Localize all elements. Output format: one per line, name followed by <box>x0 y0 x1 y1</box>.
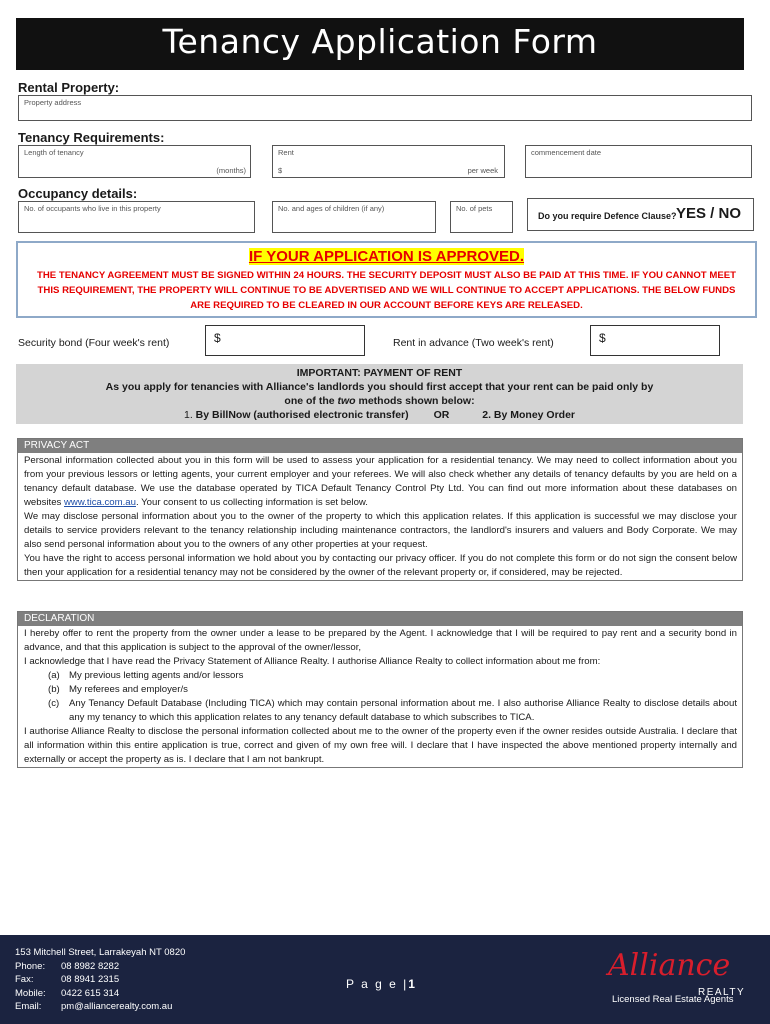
occupancy-heading: Occupancy details: <box>18 186 138 201</box>
email-row: Email: pm@alliancerealty.com.au <box>15 1001 173 1012</box>
payment-or: OR <box>433 409 450 421</box>
defence-clause-options[interactable]: YES / NO <box>676 205 742 222</box>
declaration-item-c: (c) Any Tenancy Default Database (Including TICA) which may contain personal information about me. I also authorise Alliance Realty to disclose details about any my tenancy to which this application relates to any tenancy default database to which subscribes to TICA. <box>48 698 737 723</box>
approval-notice-title: IF YOUR APPLICATION IS APPROVED. <box>248 248 525 265</box>
alliance-realty-logo <box>600 941 750 1001</box>
payment-heading: IMPORTANT: PAYMENT OF RENT <box>296 367 463 379</box>
commencement-date-field[interactable] <box>525 145 752 178</box>
privacy-paragraph-2: We may disclose personal information about you to the owner of the property to which this application relates. If this application is successful we may disclose your details to service providers relevant to the tenancy relationship including maintenance contractors, the landlord's insurers and valuers and Body Corporate. We may also send personal information about you to the owners of any other properties at your request. <box>24 511 737 550</box>
privacy-act-heading: PRIVACY ACT <box>18 439 742 453</box>
months-suffix: (months) <box>216 166 246 175</box>
approval-notice <box>16 241 757 318</box>
declaration-item-b: (b) My referees and employer/s <box>48 684 188 695</box>
per-week-suffix: per week <box>467 166 498 175</box>
rent-in-advance-field[interactable] <box>590 325 720 356</box>
rent-dollar-prefix: $ <box>278 166 283 175</box>
pets-field[interactable] <box>450 201 513 233</box>
fax-row: Fax: 08 8941 2315 <box>15 974 120 985</box>
privacy-act-text <box>18 453 742 580</box>
privacy-paragraph-1: Personal information collected about you in this form will be used to assess your application for a residential tenancy. We may need to collect information about you from your previous lessors or letting agents, your current employer and your referees. We will also check whether any details of tenancy defaults by you are held on a tenancy default database. We use the database operated by TICA Default Tenancy Control Pty Ltd. You can find out more information about these databases on websites www.tica.com.au. Your consent to us collecting information is set below. <box>24 455 737 508</box>
security-bond-dollar: $ <box>214 331 221 345</box>
length-of-tenancy-label: Length of tenancy <box>24 148 84 157</box>
declaration-paragraph-3: I authorise Alliance Realty to disclose the personal information collected about me to the owner of the property even if the owner resides outside Australia. I declare that all information within this entire application is true, correct and given of my own free will. I declare that I have inspected the above mentioned property internally and externally or accept the property as is. I declare that I am not bankrupt. <box>24 726 737 765</box>
rent-in-advance-dollar: $ <box>599 331 606 345</box>
property-address-label: Property address <box>24 98 82 107</box>
method-1: By BillNow (authorised electronic transfer) <box>195 409 409 421</box>
defence-clause-question: Do you require Defence Clause? <box>538 211 677 221</box>
tica-link[interactable]: www.tica.com.au <box>64 497 136 508</box>
phone-row: Phone: 08 8982 8282 <box>15 960 120 972</box>
declaration-item-a: (a) My previous letting agents and/or lessors <box>48 670 244 681</box>
method-2: 2. By Money Order <box>482 409 576 421</box>
property-address-field[interactable] <box>18 95 752 121</box>
declaration-text <box>18 626 742 767</box>
occupants-label: No. of occupants who live in this property <box>24 204 161 213</box>
length-of-tenancy-field[interactable] <box>18 145 251 178</box>
logo-word: Alliance <box>608 948 731 983</box>
payment-line-1: As you apply for tenancies with Alliance's landlords you should first accept that your rent can be paid only by <box>105 381 654 393</box>
payment-methods <box>16 408 743 422</box>
privacy-act-section <box>17 438 743 581</box>
page-number: P a g e |1 <box>346 977 415 991</box>
rent-label: Rent <box>278 148 294 157</box>
payment-of-rent-panel <box>16 364 743 424</box>
tagline: Licensed Real Estate Agents <box>612 994 734 1005</box>
security-bond-label: Security bond (Four week's rent) <box>18 337 170 349</box>
commencement-date-label: commencement date <box>531 148 602 157</box>
children-label: No. and ages of children (if any) <box>278 204 385 213</box>
page-title: Tenancy Application Form <box>162 22 598 61</box>
occupants-field[interactable] <box>18 201 255 233</box>
contact-details <box>15 946 185 1014</box>
declaration-heading: DECLARATION <box>18 612 742 626</box>
tenancy-requirements-heading: Tenancy Requirements: <box>18 130 165 145</box>
rental-property-heading: Rental Property: <box>18 80 120 95</box>
declaration-paragraph-2: I acknowledge that I have read the Privacy Statement of Alliance Realty. I authorise Alliance Realty to collect information about me from: <box>24 656 601 667</box>
declaration-paragraph-1: I hereby offer to rent the property from the owner under a lease to be prepared by the Agent. I acknowledge that I will be required to pay rent and a security bond in advance, and that this application is subject to the approval of the owner/lessor, <box>24 628 737 653</box>
approval-notice-body: THE TENANCY AGREEMENT MUST BE SIGNED WITHIN 24 HOURS. THE SECURITY DEPOSIT MUST ALSO BE PAID AT THIS TIME. IF YOU CANNOT MEET THIS REQUIREMENT, THE PROPERTY WILL CONTINUE TO BE ADVERTISED AND WE WILL CONTINUE TO ACCEPT APPLICATIONS. THE BELOW FUNDS ARE REQUIRED TO BE CLEARED IN OUR ACCOUNT BEFORE KEYS ARE RELEASED. <box>37 270 736 311</box>
title-bar <box>16 18 744 70</box>
declaration-section <box>17 611 743 768</box>
rent-in-advance-label: Rent in advance (Two week's rent) <box>393 337 554 349</box>
children-field[interactable] <box>272 201 436 233</box>
security-bond-field[interactable] <box>205 325 365 356</box>
pets-label: No. of pets <box>456 204 493 213</box>
footer <box>0 935 770 1024</box>
defence-clause-field[interactable] <box>527 198 754 231</box>
rent-field[interactable] <box>272 145 505 178</box>
method-1-number: 1. <box>183 409 196 421</box>
privacy-paragraph-3: You have the right to access personal information we hold about you by contacting our privacy officer. If you do not complete this form or do not sign the consent below then your application for a residential tenancy may not be considered by the owner of the relevant property or, if considered, may be rejected. <box>24 553 737 578</box>
payment-line-2: one of the two methods shown below: <box>284 395 475 407</box>
logo-sub: REALTY <box>698 987 746 998</box>
mobile-row: Mobile: 0422 615 314 <box>15 987 120 999</box>
office-address: 153 Mitchell Street, Larrakeyah NT 0820 <box>15 947 186 958</box>
